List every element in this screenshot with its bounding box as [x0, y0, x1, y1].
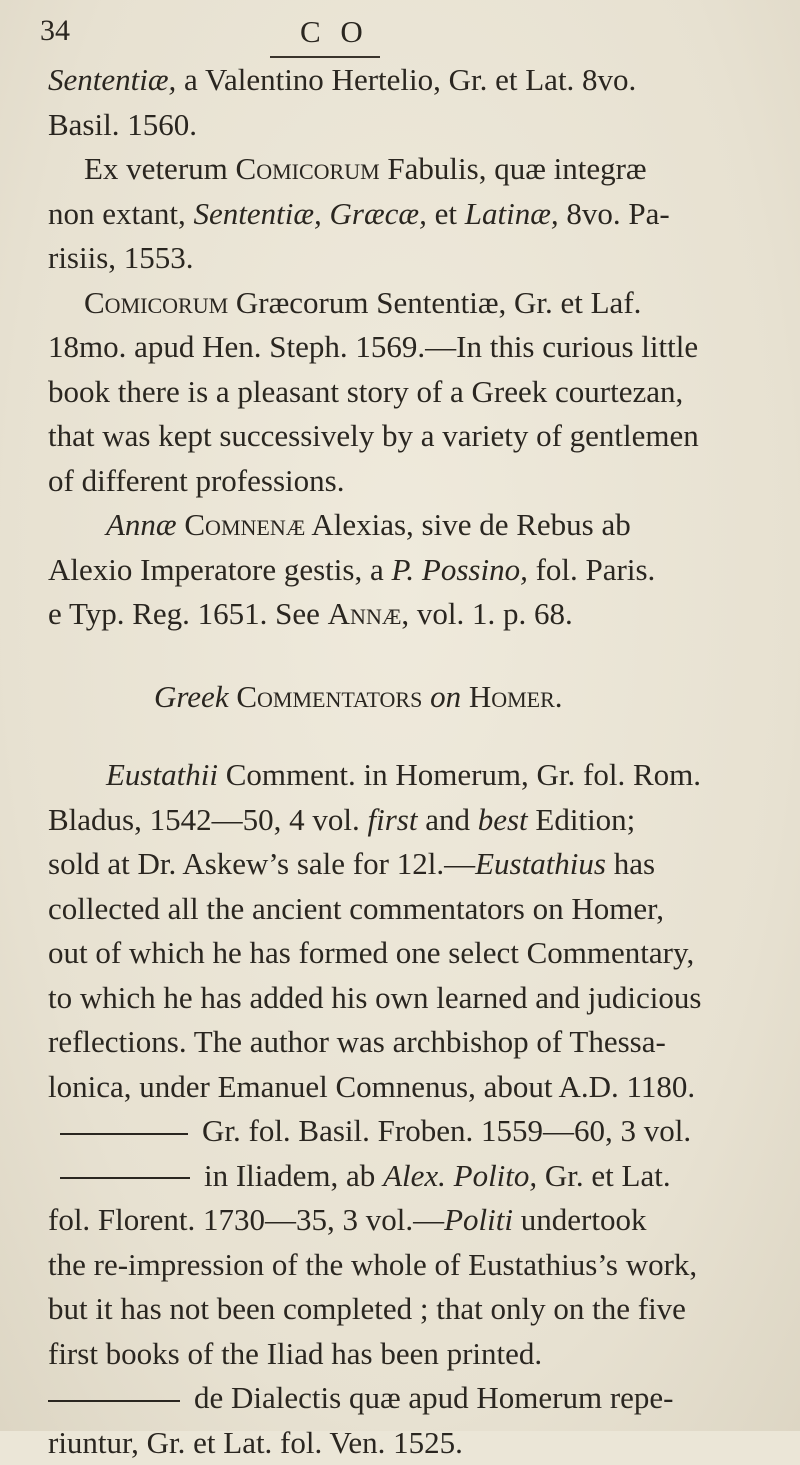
- text-line: to which he has added his own learned and judicious: [48, 976, 768, 1021]
- ditto-dash: [60, 1177, 190, 1179]
- text-line: the re-impression of the whole of Eustathius’s work,: [48, 1243, 768, 1288]
- text-line: Basil. 1560.: [48, 103, 768, 148]
- text-line: non extant, Sententiæ, Græcæ, et Latinæ, 8vo. Pa-: [48, 192, 768, 237]
- section-gap: [48, 719, 768, 753]
- text-line: 18mo. apud Hen. Steph. 1569.—In this curious little: [48, 325, 768, 370]
- text-line: fol. Florent. 1730—35, 3 vol.—Politi undertook: [48, 1198, 768, 1243]
- ditto-dash: [48, 1400, 180, 1402]
- text-line: Ex veterum Comicorum Fabulis, quæ integræ: [48, 147, 768, 192]
- text-line: collected all the ancient commentators on Homer,: [48, 887, 768, 932]
- page-number: 34: [40, 14, 70, 48]
- signature-mark: C O: [300, 14, 369, 50]
- text-line: Eustathii Comment. in Homerum, Gr. fol. Rom.: [48, 753, 768, 798]
- text-line: Gr. fol. Basil. Froben. 1559—60, 3 vol.: [48, 1109, 768, 1154]
- text-line: riuntur, Gr. et Lat. fol. Ven. 1525.: [48, 1421, 768, 1465]
- text-line: risiis, 1553.: [48, 236, 768, 281]
- text-line: book there is a pleasant story of a Greek courtezan,: [48, 370, 768, 415]
- text-line: Sententiæ, a Valentino Hertelio, Gr. et Lat. 8vo.: [48, 58, 768, 103]
- text-line: de Dialectis quæ apud Homerum repe-: [48, 1376, 768, 1421]
- text-line: Annæ Comnenæ Alexias, sive de Rebus ab: [48, 503, 768, 548]
- text-body: [48, 58, 768, 1465]
- ditto-dash: [60, 1133, 188, 1135]
- text-line: but it has not been completed ; that only on the five: [48, 1287, 768, 1332]
- text-line: in Iliadem, ab Alex. Polito, Gr. et Lat.: [48, 1154, 768, 1199]
- section-heading: Greek Commentators on Homer.: [48, 675, 768, 720]
- section-gap: [48, 637, 768, 675]
- text-line: of different professions.: [48, 459, 768, 504]
- text-line: lonica, under Emanuel Comnenus, about A.D. 1180.: [48, 1065, 768, 1110]
- text-line: first books of the Iliad has been printed.: [48, 1332, 768, 1377]
- text-line: out of which he has formed one select Commentary,: [48, 931, 768, 976]
- text-line: reflections. The author was archbishop of Thessa-: [48, 1020, 768, 1065]
- text-line: e Typ. Reg. 1651. See Annæ, vol. 1. p. 68.: [48, 592, 768, 637]
- text-line: sold at Dr. Askew’s sale for 12l.—Eustathius has: [48, 842, 768, 887]
- text-line: Bladus, 1542—50, 4 vol. first and best Edition;: [48, 798, 768, 843]
- text-line: Alexio Imperatore gestis, a P. Possino, fol. Paris.: [48, 548, 768, 593]
- text-line: that was kept successively by a variety of gentlemen: [48, 414, 768, 459]
- text-line: Comicorum Græcorum Sententiæ, Gr. et Laf.: [48, 281, 768, 326]
- page-header: [0, 14, 800, 54]
